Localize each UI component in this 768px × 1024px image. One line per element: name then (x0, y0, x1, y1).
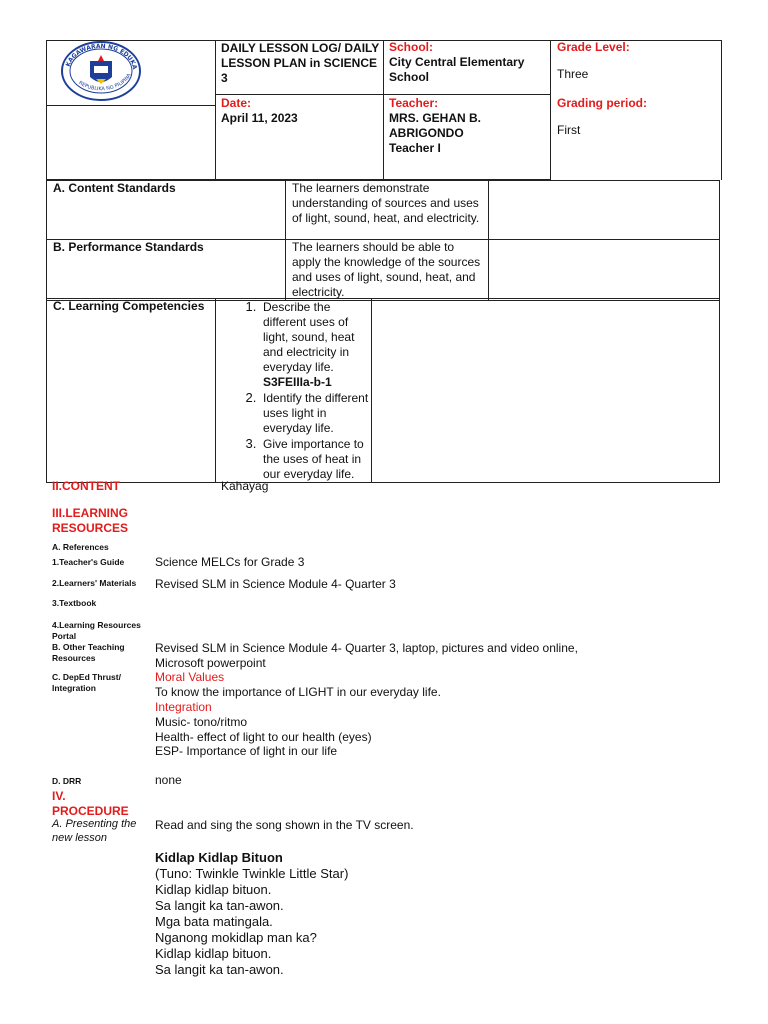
integration-music: Music- tono/ritmo (155, 715, 248, 729)
competency-item (260, 436, 371, 482)
school-label: School: (389, 40, 433, 54)
date-value: April 11, 2023 (221, 111, 298, 125)
lesson-plan-title: DAILY LESSON LOG/ DAILY LESSON PLAN in SCIENCE 3 (221, 41, 380, 85)
performance-standards-notes (489, 240, 720, 301)
teacher-position: Teacher I (389, 141, 441, 155)
performance-standards-label: B. Performance Standards (47, 240, 286, 301)
textbook-label: 3.Textbook (52, 598, 97, 608)
drr-label: D. DRR (52, 776, 82, 786)
competencies-notes (372, 299, 720, 483)
teacher-label: Teacher: (389, 96, 439, 110)
performance-standards-text: The learners should be able to apply the knowledge of the sources and uses of light, sound, heat, and electricity. (286, 240, 489, 301)
content-standards-label: A. Content Standards (47, 181, 286, 240)
song-line: (Tuno: Twinkle Twinkle Little Star) (155, 866, 349, 881)
presenting-new-lesson-label: A. Presenting the new lesson (52, 818, 137, 844)
competency-1-text: Describe the different uses of light, sound, heat and electricity in everyday life. (263, 300, 355, 374)
grading-period-label: Grading period: (557, 96, 647, 110)
song-line: Sa langit ka tan-awon. (155, 962, 284, 977)
content-section-label: II.CONTENT (52, 479, 120, 493)
content-topic: Kahayag (221, 479, 269, 493)
song-line: Kidlap kidlap bituon. (155, 882, 272, 897)
content-standards-text: The learners demonstrate understanding of sources and uses of light, sound, heat, and electricity. (286, 181, 489, 240)
competency-3-text: Give importance to the uses of heat in our everyday life. (263, 437, 364, 481)
grade-level-label: Grade Level: (557, 40, 630, 54)
other-resources-label: B. Other Teaching Resources (52, 642, 125, 663)
teacher-name: MRS. GEHAN B. ABRIGONDO (389, 111, 482, 140)
learning-competencies-label: C. Learning Competencies (47, 299, 216, 483)
song-line: Nganong mokidlap man ka? (155, 930, 317, 945)
song-line: Mga bata matingala. (155, 914, 273, 929)
moral-values-label: Moral Values (155, 670, 225, 684)
deped-thrust-label: C. DepEd Thrust/ Integration (52, 672, 121, 693)
moral-values-text: To know the importance of LIGHT in our everyday life. (155, 685, 441, 699)
competency-item (260, 299, 371, 390)
deped-seal-logo (60, 41, 142, 101)
competencies-list (216, 299, 371, 482)
competencies-table (46, 298, 720, 483)
date-label: Date: (221, 96, 252, 110)
integration-health: Health- effect of light to our health (eyes) (155, 730, 372, 744)
learners-materials-label: 2.Learners' Materials (52, 578, 137, 588)
svg-text:KAGAWARAN NG EDUKASYON: KAGAWARAN NG EDUKA (64, 42, 138, 71)
drr-value: none (155, 773, 182, 787)
song-line: Sa langit ka tan-awon. (155, 898, 284, 913)
lr-portal-label: 4.Learning Resources Portal (52, 620, 141, 641)
grade-level-value: Three (557, 67, 589, 81)
teachers-guide-label: 1.Teacher's Guide (52, 557, 125, 567)
competency-code: S3FEIIIa-b-1 (263, 375, 332, 389)
grading-period-value: First (557, 123, 581, 137)
competency-item (260, 390, 371, 436)
integration-label: Integration (155, 700, 212, 714)
school-value: City Central Elementary School (389, 55, 525, 84)
learners-materials-value: Revised SLM in Science Module 4- Quarter 3 (155, 577, 396, 591)
integration-esp: ESP- Importance of light in our life (155, 744, 338, 758)
other-resources-value: Revised SLM in Science Module 4- Quarter 3, laptop, pictures and video online, Microsoft powerpoint (155, 641, 578, 670)
song-line: Kidlap kidlap bituon. (155, 946, 272, 961)
date-divider (215, 94, 551, 95)
song-title: Kidlap Kidlap Bituon (155, 850, 283, 865)
references-label: A. References (52, 542, 109, 552)
competencies-list-cell (216, 299, 372, 483)
learning-resources-label: III.LEARNING RESOURCES (52, 506, 129, 535)
svg-text:REPUBLIKA NG PILIPINAS: REPUBLIKA NG PILIPINA (77, 72, 133, 93)
procedure-label: IV. PROCEDURE (52, 789, 129, 818)
header-left-lower-cell (46, 106, 216, 180)
standards-table (46, 180, 720, 301)
competency-2-text: Identify the different uses light in everyday life. (263, 391, 369, 435)
teachers-guide-value: Science MELCs for Grade 3 (155, 555, 305, 569)
presenting-instruction: Read and sing the song shown in the TV screen. (155, 818, 414, 832)
content-standards-notes (489, 181, 720, 240)
